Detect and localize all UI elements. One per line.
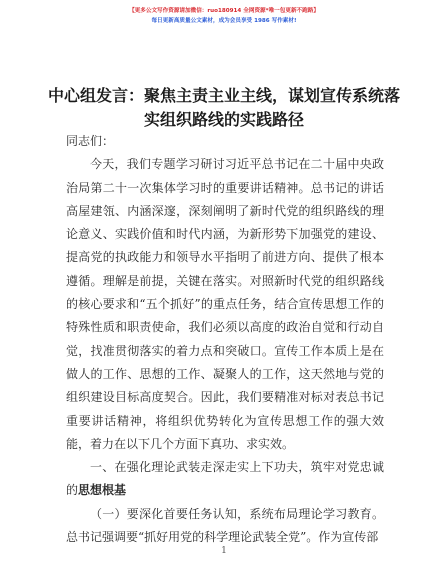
promo-line-1: 【更多公文写作资源请加微信：ruo180914 全网资源*唯一包更新不跑路】: [129, 8, 319, 14]
section-heading-1-prefix: 一、在强化理论武装走深走实上下功夫，筑牢对党忠诚的: [66, 460, 384, 498]
greeting: 同志们：: [66, 134, 115, 148]
promo-banner: [0, 6, 448, 26]
section-heading-1-bold: 思想根基: [78, 483, 127, 498]
paragraph-2: （一）要深化首要任务认知，系统布局理论学习教育。总书记强调要“抓好用党的科学理论武装全党”。作为宣传部: [66, 506, 384, 545]
paragraph-1: 今天，我们专题学习研讨习近平总书记在二十届中央政治局第二十一次集体学习时的重要讲话精神。总书记的讲话高屋建瓴、内涵深邃，深刻阐明了新时代党的组织路线的理论意义、实践价值和时代内涵，为新形势下加强党的建设、提高党的执政能力和领导水平指明了前进方向、提供了根本遵循。理解是前提，关键在落实。对照新时代党的组织路线的核心要求和“五个抓好”的重点任务，结合宣传思想工作的特殊性质和职责使命，我们必须以高度的政治自觉和行动自觉，找准贯彻落实的着力点和突破口。宣传工作本质上是在做人的工作、思想的工作、凝聚人的工作，这天然地与党的组织建设目标高度契合。因此，我们要精准对标对表总书记重要讲话精神，将组织优势转化为宣传思想工作的强大效能，着力在以下几个方面下真功、求实效。: [66, 157, 384, 451]
document-body: [66, 130, 384, 549]
section-heading-1: [66, 456, 384, 503]
promo-line-2: 每日更新高质量公文素材，成为会员享受 1986 写作素材!: [151, 18, 297, 24]
page-number: 1: [221, 546, 227, 556]
document-title: 中心组发言：聚焦主责主业主线，谋划宣传系统落实组织路线的实践路径: [47, 86, 400, 129]
